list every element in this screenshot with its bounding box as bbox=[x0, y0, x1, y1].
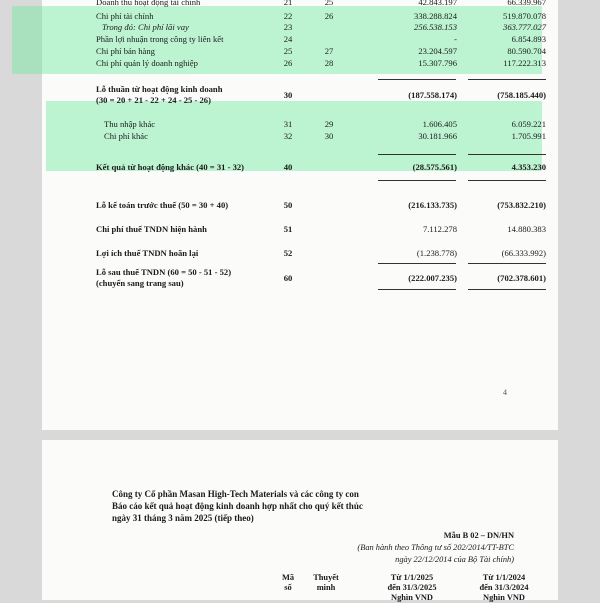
table-row: Chi phí bán hàng 25 27 23.204.597 80.590.704 bbox=[96, 46, 546, 56]
table-row: Phần lợi nhuận trong công ty liên kết 24 - 6.854.893 bbox=[96, 34, 546, 44]
circular-reference: (Ban hành theo Thông tư số 202/2014/TT-BTC bbox=[357, 543, 514, 552]
subtotal-rule bbox=[378, 154, 456, 155]
column-header-period-2025: Từ 1/1/2025 đến 31/3/2025 Nghìn VND bbox=[387, 573, 437, 602]
table-row: Chi phí khác 32 30 30.181.966 1.705.991 bbox=[104, 131, 546, 141]
current-tax-row: Chi phí thuế TNDN hiện hành 51 7.112.278 14.880.383 bbox=[96, 224, 546, 234]
after-tax-loss-row: Lỗ sau thuế TNDN (60 = 50 - 51 - 52) (chuyển sang trang sau) 60 (222.007.235) (702.378.601) bbox=[96, 267, 546, 288]
deferred-tax-row: Lợi ích thuế TNDN hoãn lại 52 (1.238.778) (66.333.992) bbox=[96, 248, 546, 258]
subtotal-rule bbox=[468, 79, 546, 80]
report-title: Báo cáo kết quả hoạt động kinh doanh hợp nhất cho quý kết thúc bbox=[112, 501, 363, 511]
net-operating-loss-row: Lỗ thuần từ hoạt động kinh doanh (30 = 20 + 21 - 22 + 24 - 25 - 26) 30 (187.558.174) (758.185.440) bbox=[96, 84, 546, 105]
pretax-loss-row: Lỗ kế toán trước thuế (50 = 30 + 40) 50 (216.133.735) (753.832.210) bbox=[96, 200, 546, 210]
column-header-note: Thuyết minh bbox=[313, 573, 339, 592]
total-rule bbox=[378, 289, 456, 290]
table-row: Trong đó: Chi phí lãi vay 23 256.538.153 363.777.027 bbox=[102, 22, 546, 32]
table-row: Chi phí quản lý doanh nghiệp 26 28 15.307.796 117.222.313 bbox=[96, 58, 546, 68]
other-activities-result-row: Kết quả từ hoạt động khác (40 = 31 - 32) 40 (28.575.561) 4.353.230 bbox=[96, 162, 546, 172]
page-number: 4 bbox=[503, 388, 507, 397]
subtotal-rule bbox=[378, 79, 456, 80]
company-name: Công ty Cổ phần Masan High-Tech Materials và các công ty con bbox=[112, 489, 359, 499]
report-date: ngày 31 tháng 3 năm 2025 (tiếp theo) bbox=[112, 513, 254, 523]
form-code: Mẫu B 02 – DN/HN bbox=[443, 531, 514, 540]
statement-page-5 bbox=[42, 440, 558, 600]
total-rule bbox=[468, 289, 546, 290]
table-row: Doanh thu hoạt động tài chính 21 25 42.843.197 66.339.967 bbox=[96, 0, 546, 7]
statement-page-4 bbox=[42, 0, 558, 430]
circular-date: ngày 22/12/2014 của Bộ Tài chính) bbox=[395, 555, 514, 564]
subtotal-rule bbox=[468, 263, 546, 264]
subtotal-rule bbox=[378, 263, 456, 264]
subtotal-rule bbox=[468, 180, 546, 181]
subtotal-rule bbox=[378, 180, 456, 181]
table-row: Thu nhập khác 31 29 1.606.405 6.059.221 bbox=[104, 119, 546, 129]
column-header-period-2024: Từ 1/1/2024 đến 31/3/2024 Nghìn VND bbox=[479, 573, 529, 602]
column-header-code: Mã số bbox=[281, 573, 295, 592]
table-row: Chi phí tài chính 22 26 338.288.824 519.870.078 bbox=[96, 11, 546, 21]
subtotal-rule bbox=[468, 154, 546, 155]
